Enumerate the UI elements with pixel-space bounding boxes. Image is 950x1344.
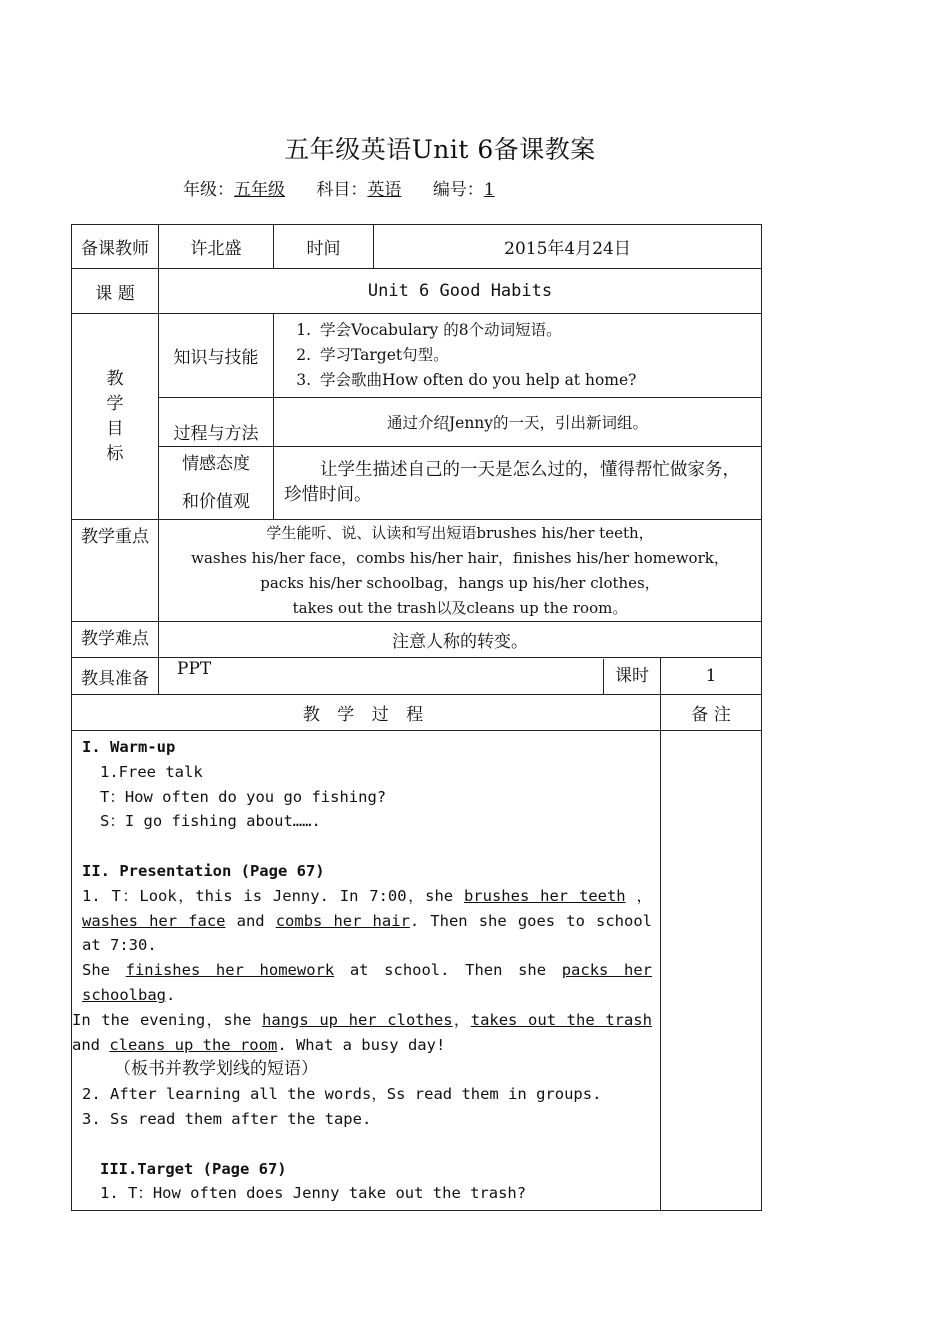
time-value: 2015年4月24日 [374, 225, 762, 269]
list-item: S：I go fishing about……. [100, 812, 321, 831]
list-item: 1.Free talk [100, 762, 203, 781]
process-body [72, 731, 661, 1211]
objectives-char: 标 [106, 443, 124, 464]
process-method-label: 过程与方法 [159, 398, 274, 447]
document-meta [183, 175, 495, 200]
section-title: III.Target (Page 67) [100, 1159, 287, 1178]
time-label: 时间 [274, 225, 374, 269]
objectives-char: 学 [106, 393, 124, 414]
list-item: T：How often do you go fishing? [100, 787, 387, 806]
lesson-plan-table [71, 224, 762, 1211]
topic-label: 课 题 [72, 269, 159, 314]
row-process-method [72, 398, 762, 447]
notes-header: 备 注 [661, 695, 762, 731]
knowledge-cell [274, 314, 762, 398]
number-label: 编号： [432, 180, 484, 200]
list-item: 2. 学习Target句型。 [316, 343, 755, 368]
focus-cell [159, 520, 762, 622]
difficulty-value: 注意人称的转变。 [159, 622, 762, 658]
number-value: 1 [483, 180, 495, 200]
hours-label: 课时 [603, 659, 660, 694]
process-header: 教 学 过 程 [72, 695, 661, 731]
tools-value-cell [159, 658, 661, 695]
list-item: 1. T：How often does Jenny take out the trash? [100, 1184, 527, 1203]
list-item: 1. 学会Vocabulary 的8个动词短语。 [316, 318, 755, 343]
row-teacher [72, 225, 762, 269]
teacher-label: 备课教师 [72, 225, 159, 269]
difficulty-label: 教学难点 [72, 622, 159, 658]
tools-label: 教具准备 [72, 658, 159, 695]
tools-value: PPT [177, 658, 212, 679]
focus-line: takes out the trash以及cleans up the room。 [292, 598, 628, 617]
list-item: 3. Ss read them after the tape. [82, 1109, 372, 1128]
row-knowledge [72, 314, 762, 398]
subject-label: 科目： [316, 180, 368, 200]
board-note: （板书并教学划线的短语） [114, 1059, 318, 1080]
process-method-value: 通过介绍Jenny的一天，引出新词组。 [274, 398, 762, 447]
list-item: 1. T：Look，this is Jenny. In 7:00，she brushes her teeth ，washes her face and combs her hair. Then she goes to school at 7:30. [82, 886, 652, 955]
row-attitude [72, 447, 762, 520]
teacher-value: 许北盛 [159, 225, 274, 269]
list-item: She finishes her homework at school. Then she packs her schoolbag. [82, 961, 653, 1004]
row-process-body [72, 731, 762, 1211]
row-process-header [72, 695, 762, 731]
attitude-value: 让学生描述自己的一天是怎么过的，懂得帮忙做家务，珍惜时间。 [274, 447, 762, 520]
knowledge-list [280, 318, 755, 393]
hours-value: 1 [661, 658, 762, 695]
attitude-label-line: 情感态度 [182, 454, 250, 474]
section-title: I. Warm-up [82, 738, 176, 756]
page-title: 五年级英语Unit 6备课教案 [284, 135, 596, 164]
knowledge-label: 知识与技能 [159, 314, 274, 398]
focus-line: 学生能听、说、认读和写出短语brushes his/her teeth， [266, 523, 654, 542]
list-item: 3. 学会歌曲How often do you help at home? [316, 368, 755, 393]
objectives-label [72, 314, 159, 520]
grade-value: 五年级 [234, 180, 285, 200]
row-tools [72, 658, 762, 695]
notes-cell [661, 731, 762, 1211]
grade-label: 年级： [183, 180, 234, 200]
focus-line: packs his/her schoolbag，hangs up his/her clothes， [260, 573, 660, 592]
objectives-char: 目 [106, 418, 124, 439]
attitude-label [159, 447, 274, 520]
list-item: In the evening，she hangs up her clothes，takes out the trash and cleans up the room. What a busy day! [72, 1010, 652, 1054]
list-item: 2. After learning all the words，Ss read them in groups. [82, 1085, 602, 1104]
section-title: II. Presentation (Page 67) [82, 861, 325, 880]
row-focus [72, 520, 762, 622]
objectives-char: 教 [106, 368, 124, 389]
row-topic [72, 269, 762, 314]
subject-value: 英语 [367, 180, 402, 200]
focus-label: 教学重点 [72, 520, 159, 622]
focus-line: washes his/her face，combs his/her hair，finishes his/her homework， [191, 548, 729, 567]
topic-value: Unit 6 Good Habits [159, 269, 762, 314]
row-difficulty [72, 622, 762, 658]
attitude-label-line: 和价值观 [182, 492, 250, 512]
